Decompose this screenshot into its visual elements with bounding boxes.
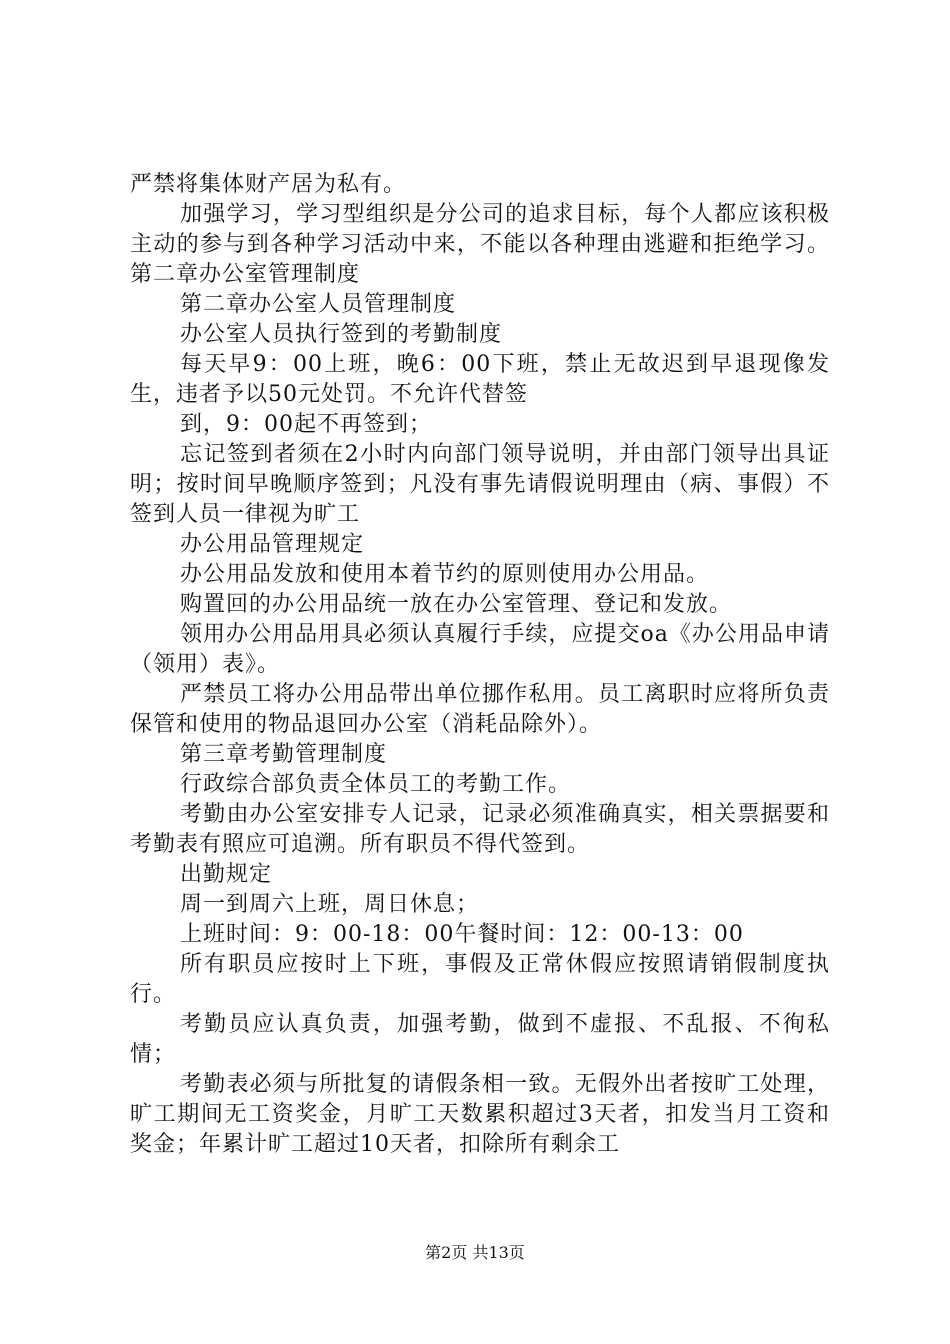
section-heading-sign-in: 办公室人员执行签到的考勤制度 [180,322,503,347]
page-number-footer: 第2页 共13页 [425,1243,525,1262]
document-body [130,170,830,1160]
paragraph-1: 严禁将集体财产居为私有。 [130,172,407,197]
paragraph-supplies-private-use: 严禁员工将办公用品带出单位挪作私用。员工离职时应将所负责保管和使用的物品退回办公室（消耗品除外）。 [130,682,830,737]
chapter-heading-office-staff: 第二章办公室人员管理制度 [180,292,457,317]
paragraph-work-hours: 每天早9：00上班，晚6：00下班，禁止无故迟到早退现像发生，违者予以50元处罚。不允许代替签 [130,352,830,407]
paragraph-sign-in-cutoff: 到，9：00起不再签到； [180,412,432,437]
paragraph-absence-penalty: 考勤表必须与所批复的请假条相一致。无假外出者按旷工处理，旷工期间无工资奖金，月旷工天数累积超过3天者，扣发当月工资和奖金；年累计旷工超过10天者，扣除所有剩余工 [130,1072,830,1157]
paragraph-supplies-economy: 办公用品发放和使用本着节约的原则使用办公用品。 [180,562,710,587]
section-heading-office-supplies: 办公用品管理规定 [180,532,365,557]
paragraph-work-days: 周一到周六上班，周日休息； [180,892,480,917]
paragraph-supplies-request: 领用办公用品用具必须认真履行手续，应提交oa《办公用品申请（领用）表》。 [130,622,830,677]
paragraph-work-time: 上班时间：9：00-18：00午餐时间：12：00-13：00 [180,922,744,947]
paragraph-supplies-storage: 购置回的办公用品统一放在办公室管理、登记和发放。 [180,592,733,617]
paragraph-punctuality: 所有职员应按时上下班，事假及正常休假应按照请销假制度执行。 [130,952,830,1007]
paragraph-attendance-record: 考勤由办公室安排专人记录，记录必须准确真实，相关票据要和考勤表有照应可追溯。所有职员不得代签到。 [130,802,830,857]
paragraph-2: 加强学习，学习型组织是分公司的追求目标，每个人都应该积极主动的参与到各种学习活动中来，不能以各种理由逃避和拒绝学习。第二章办公室管理制度 [130,202,830,287]
paragraph-forgot-sign-in: 忘记签到者须在2小时内向部门领导说明，并由部门领导出具证明；按时间早晚顺序签到；凡没有事先请假说明理由（病、事假）不签到人员一律视为旷工 [130,442,830,527]
section-heading-attendance-rules: 出勤规定 [180,862,273,887]
paragraph-attendance-dept: 行政综合部负责全体员工的考勤工作。 [180,772,572,797]
paragraph-attendance-officer: 考勤员应认真负责，加强考勤，做到不虚报、不乱报、不徇私情； [130,1012,830,1067]
chapter-heading-attendance: 第三章考勤管理制度 [180,742,388,767]
